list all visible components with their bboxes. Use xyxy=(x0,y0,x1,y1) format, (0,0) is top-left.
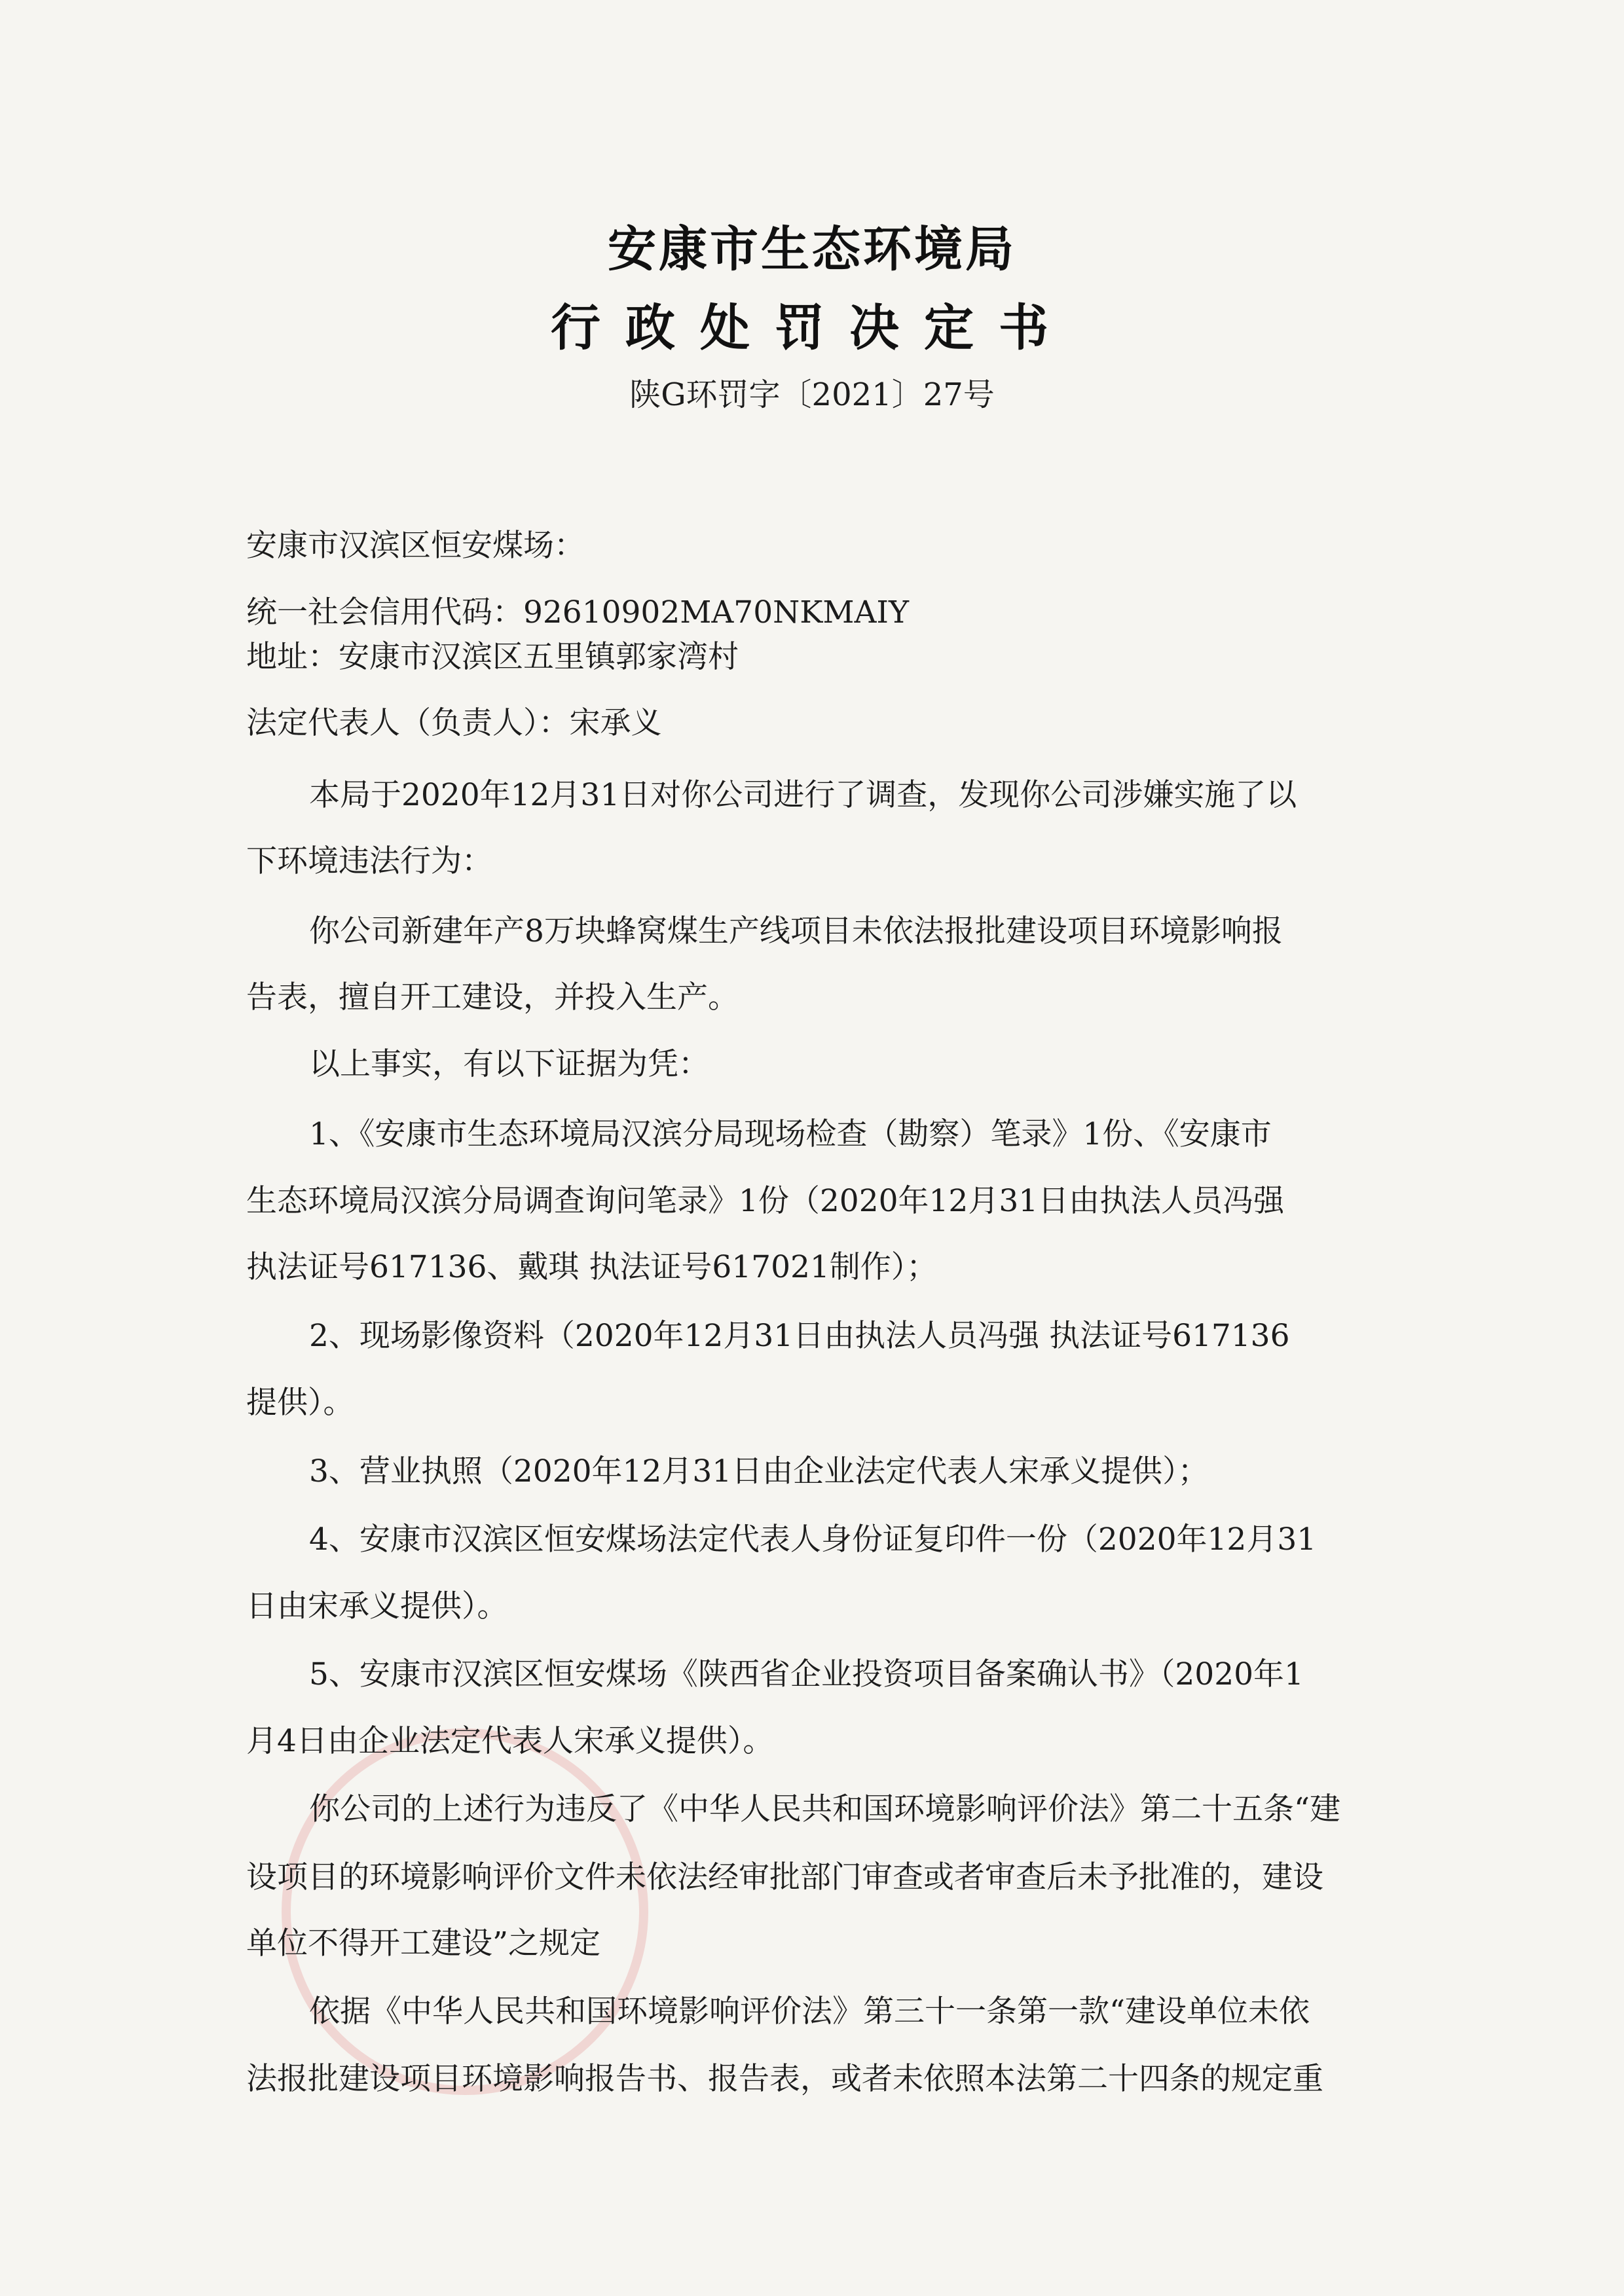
paragraph-basis-line2: 法报批建设项目环境影响报告书、报告表，或者未依照本法第二十四条的规定重 xyxy=(246,2061,1323,2097)
evidence-1-line2: 生态环境局汉滨分局调查询问笔录》1份（2020年12月31日由执法人员冯强 xyxy=(246,1183,1285,1219)
party-name: 安康市汉滨区恒安煤场： xyxy=(246,528,585,564)
paragraph-law-violation-line3: 单位不得开工建设”之规定 xyxy=(246,1925,601,1961)
evidence-4-line1: 4、安康市汉滨区恒安煤场法定代表人身份证复印件一份（2020年12月31 xyxy=(309,1522,1317,1558)
evidence-5-line2: 月4日由企业法定代表人宋承义提供）。 xyxy=(246,1723,774,1759)
faded-official-seal xyxy=(282,1728,648,2095)
paragraph-investigation-line2: 下环境违法行为： xyxy=(246,843,492,879)
evidence-4-line2: 日由宋承义提供）。 xyxy=(246,1588,508,1624)
agency-title: 安康市生态环境局 xyxy=(608,221,1016,278)
legal-representative: 法定代表人（负责人）：宋承义 xyxy=(246,705,662,741)
paragraph-violation-line2: 告表，擅自开工建设，并投入生产。 xyxy=(246,979,739,1015)
paragraph-basis-line1: 依据《中华人民共和国环境影响评价法》第三十一条第一款“建设单位未依 xyxy=(309,1994,1310,2030)
evidence-1-line1: 1、《安康市生态环境局汉滨分局现场检查（勘察）笔录》1份、《安康市 xyxy=(309,1116,1272,1152)
document-title: 行政处罚决定书 xyxy=(551,299,1073,357)
party-address: 地址：安康市汉滨区五里镇郭家湾村 xyxy=(246,639,739,675)
document-number: 陕G环罚字〔2021〕27号 xyxy=(629,376,995,413)
paragraph-investigation-line1: 本局于2020年12月31日对你公司进行了调查，发现你公司涉嫌实施了以 xyxy=(309,777,1297,813)
evidence-1-line3: 执法证号617136、戴琪 执法证号617021制作）； xyxy=(246,1249,938,1285)
evidence-2-line2: 提供）。 xyxy=(246,1385,354,1421)
paragraph-violation-line1: 你公司新建年产8万块蜂窝煤生产线项目未依法报批建设项目环境影响报 xyxy=(309,913,1283,949)
credit-code: 统一社会信用代码：92610902MA70NKMAIY xyxy=(246,594,909,630)
evidence-2-line1: 2、现场影像资料（2020年12月31日由执法人员冯强 执法证号617136 xyxy=(309,1318,1290,1354)
evidence-5-line1: 5、安康市汉滨区恒安煤场《陕西省企业投资项目备案确认书》（2020年1 xyxy=(309,1656,1304,1692)
evidence-3: 3、营业执照（2020年12月31日由企业法定代表人宋承义提供）； xyxy=(309,1453,1209,1489)
paragraph-law-violation-line1: 你公司的上述行为违反了《中华人民共和国环境影响评价法》第二十五条“建 xyxy=(309,1791,1341,1827)
evidence-intro: 以上事实，有以下证据为凭： xyxy=(309,1046,709,1082)
paragraph-law-violation-line2: 设项目的环境影响评价文件未依法经审批部门审查或者审查后未予批准的，建设 xyxy=(246,1859,1323,1895)
